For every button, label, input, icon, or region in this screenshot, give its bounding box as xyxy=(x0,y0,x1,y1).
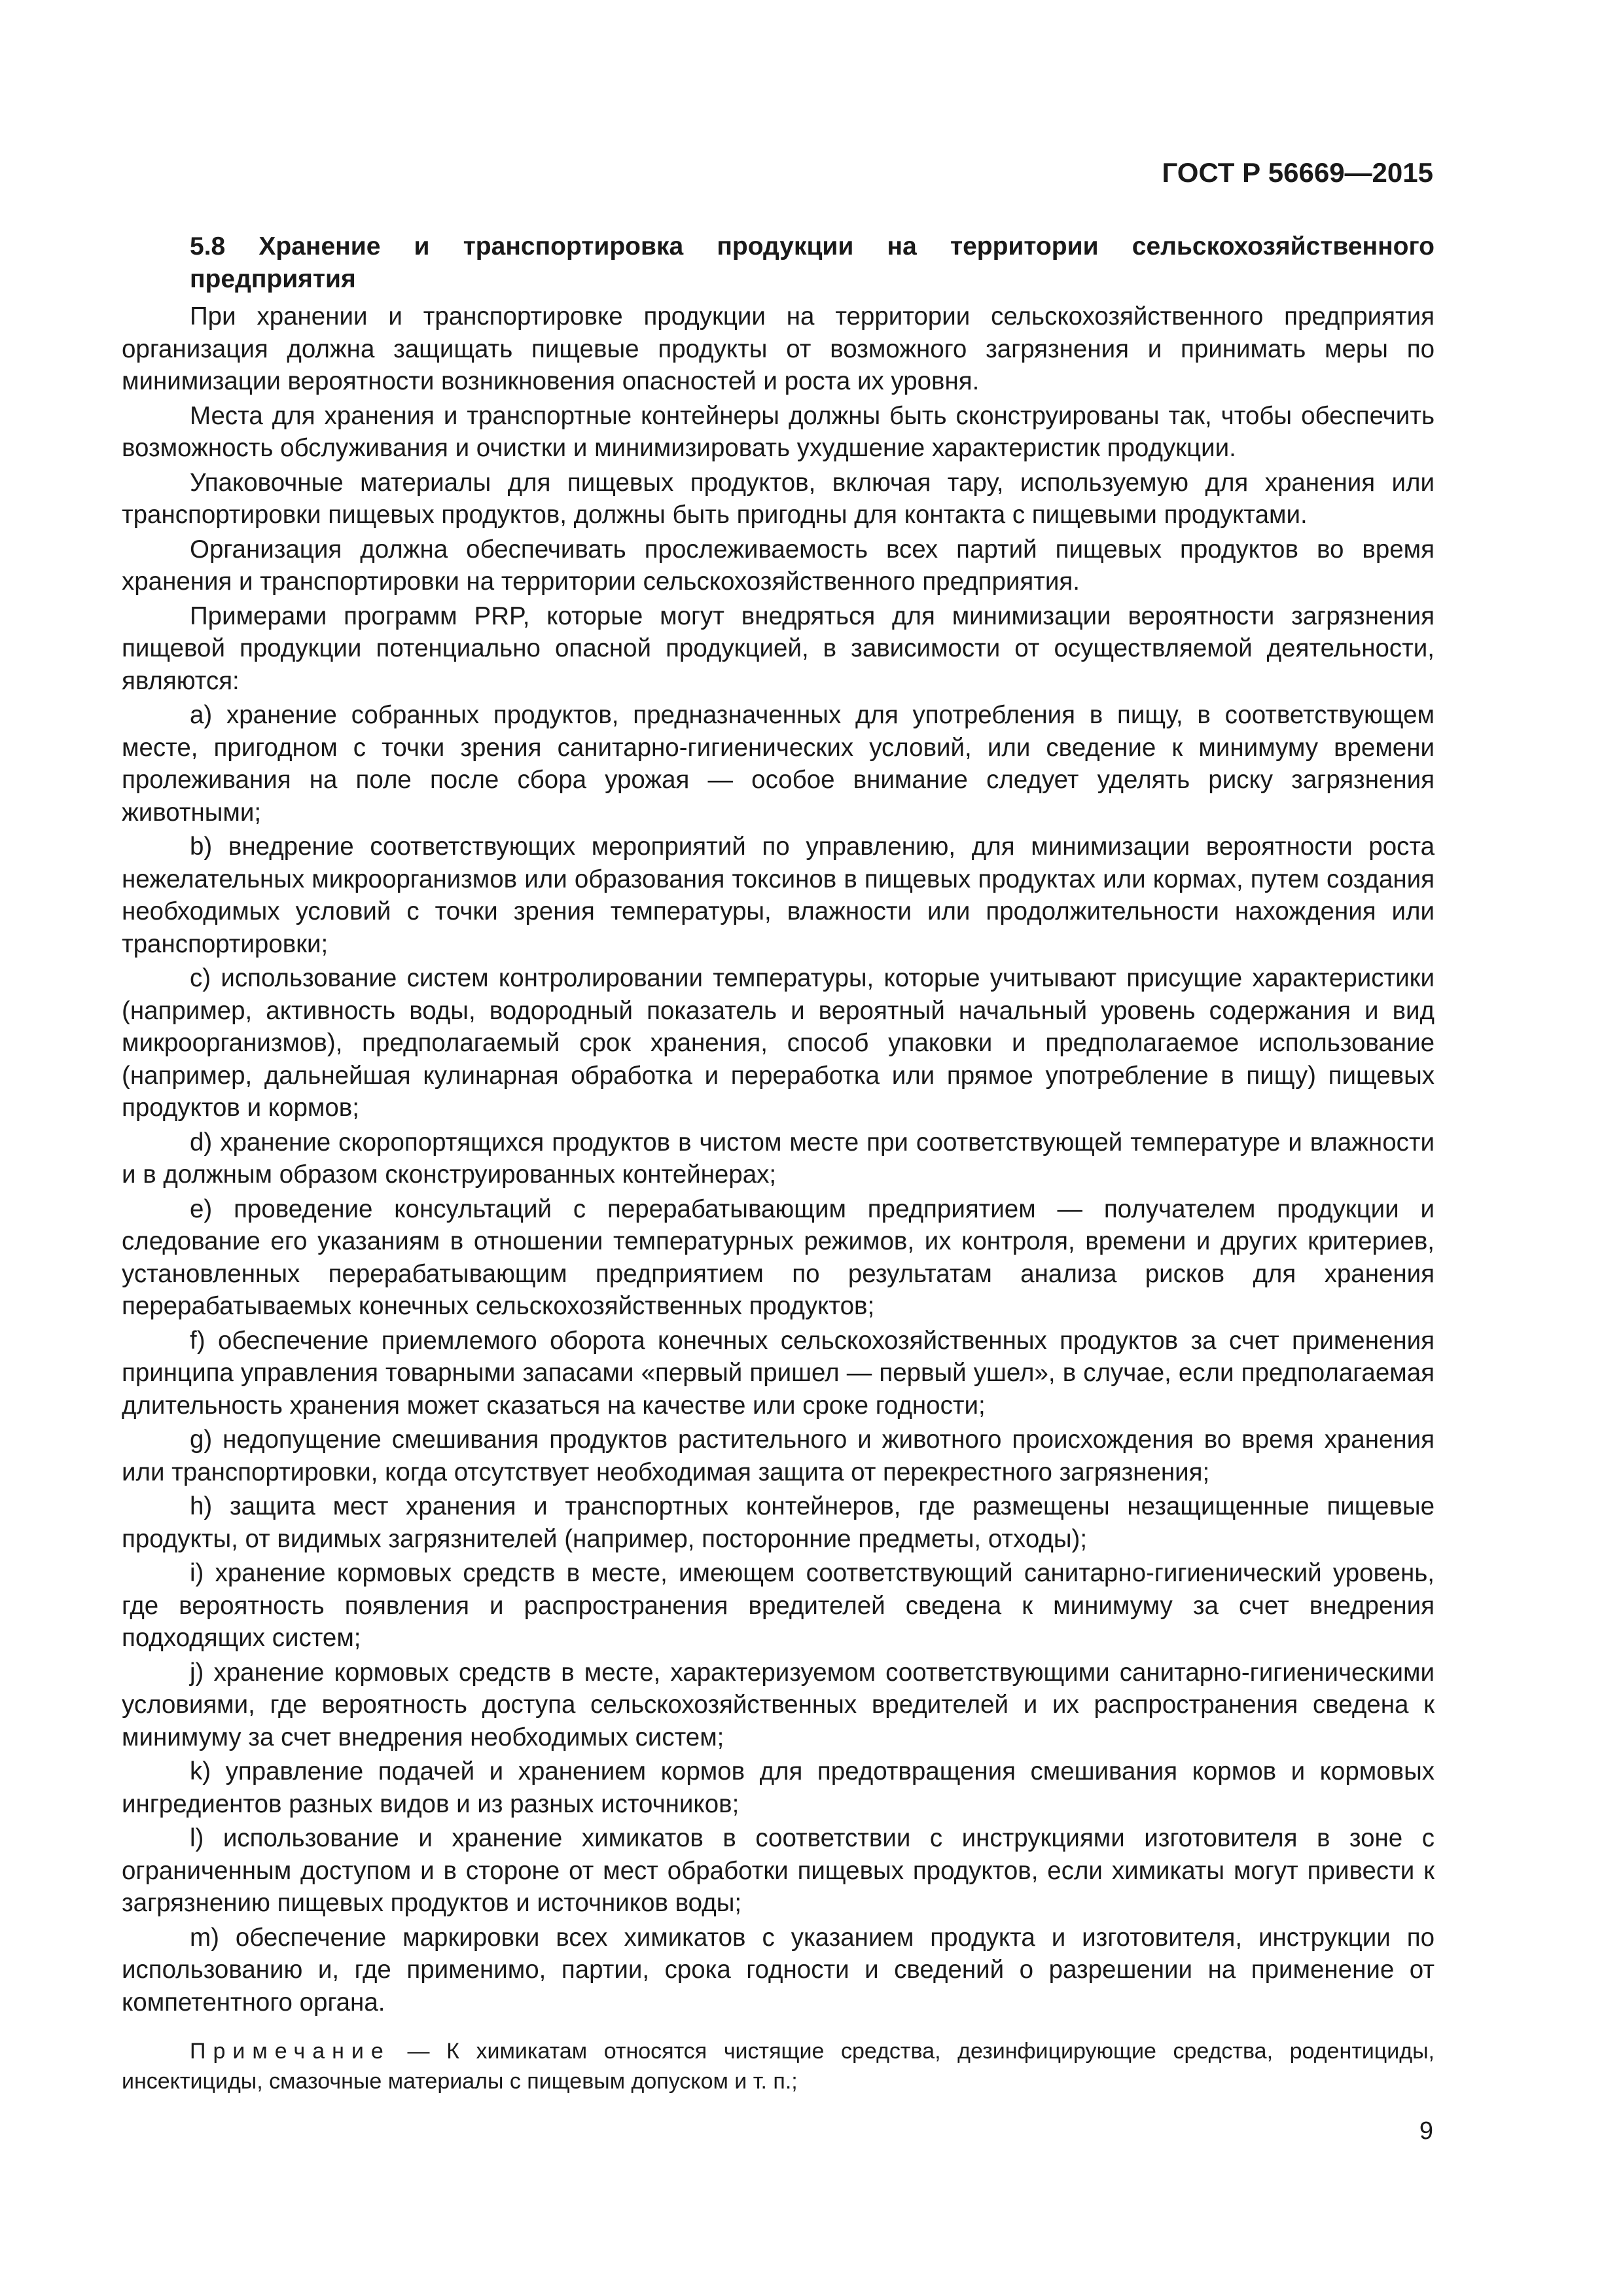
list-item-c: c) использование систем контролировании температуры, которые учитывают присущие характеристики (например, активность воды, водородный показатель и вероятный начальный уровень содержания и вид микроорганизмов), предполагаемый срок хранения, способ упаковки и предполагаемое использование (например, дальнейшая кулинарная обработка и переработка или прямое употребление в пищу) пищевых продуктов и кормов; xyxy=(122,964,1435,1122)
list-item-m: m) обеспечение маркировки всех химикатов с указанием продукта и изготовителя, инструкции по использованию и, где применимо, партии, срока годности и сведений о разрешении на применение от компетентного органа. xyxy=(122,1923,1435,2017)
paragraph: Организация должна обеспечивать прослеживаемость всех партий пищевых продуктов во время хранения и транспортировки на территории сельскохозяйственного предприятия. xyxy=(122,535,1435,596)
document-body xyxy=(122,230,1435,2096)
note xyxy=(122,2036,1435,2096)
section-heading-line1: 5.8 Хранение и транспортировка продукции на территории сельскохозяйственного xyxy=(190,232,1435,260)
list-item-b: b) внедрение соответствующих мероприятий по управлению, для минимизации вероятности роста нежелательных микроорганизмов или образования токсинов в пищевых продуктах или кормах, путем создания необходимых условий с точки зрения температуры, влажности или продолжительности нахождения или транспортировки; xyxy=(122,833,1435,958)
paragraph: Примерами программ PRP, которые могут внедряться для минимизации вероятности загрязнения пищевой продукции потенциально опасной продукцией, в зависимости от осуществляемой деятельности, являются: xyxy=(122,601,1435,695)
list-item-l: l) использование и хранение химикатов в соответствии с инструкциями изготовителя в зоне с ограниченным доступом и в стороне от мест обработки пищевых продуктов, если химикаты могут привести к загрязнению пищевых продуктов и источников воды; xyxy=(122,1824,1435,1917)
list-item-k: k) управление подачей и хранением кормов для предотвращения смешивания кормов и кормовых ингредиентов разных видов и из разных источников; xyxy=(122,1757,1435,1818)
paragraph: Места для хранения и транспортные контейнеры должны быть сконструированы так, чтобы обеспечить возможность обслуживания и очистки и минимизировать ухудшение характеристик продукции. xyxy=(122,401,1435,462)
list-item-g: g) недопущение смешивания продуктов растительного и животного происхождения во время хранения или транспортировки, когда отсутствует необходимая защита от перекрестного загрязнения; xyxy=(122,1426,1435,1486)
list-item-h: h) защита мест хранения и транспортных контейнеров, где размещены незащищенные пищевые продукты, от видимых загрязнителей (например, посторонние предметы, отходы); xyxy=(122,1492,1435,1553)
list-item-j: j) хранение кормовых средств в месте, характеризуемом соответствующими санитарно-гигиеническими условиями, где вероятность доступа сельскохозяйственных вредителей и их распространения сведена к минимуму за счет внедрения необходимых систем; xyxy=(122,1658,1435,1751)
paragraph: При хранении и транспортировке продукции на территории сельскохозяйственного предприятия организация должна защищать пищевые продукты от возможного загрязнения и принимать меры по минимизации вероятности возникновения опасностей и роста их уровня. xyxy=(122,302,1435,395)
list-item-e: e) проведение консультаций с перерабатывающим предприятием — получателем продукции и следование его указаниям в отношении температурных режимов, их контроля, времени и других критериев, установленных перерабатывающим предприятием по результатам анализа рисков для хранения перерабатываемых конечных сельскохозяйственных продуктов; xyxy=(122,1194,1435,1320)
section-heading-line2: предприятия xyxy=(190,264,356,293)
section-heading xyxy=(122,230,1435,295)
list-item-f: f) обеспечение приемлемого оборота конечных сельскохозяйственных продуктов за счет применения принципа управления товарными запасами «первый пришел — первый ушел», в случае, если предполагаемая длительность хранения может сказаться на качестве или сроке годности; xyxy=(122,1326,1435,1420)
note-label: Примечание xyxy=(190,2039,391,2064)
note-text: — К химикатам относятся чистящие средства, дезинфицирующие средства, родентициды, инсектициды, смазочные материалы с пищевым допуском и т. п.; xyxy=(122,2039,1435,2094)
list-item-a: a) хранение собранных продуктов, предназначенных для употребления в пищу, в соответствующем месте, пригодном с точки зрения санитарно-гигиенических условий, или сведение к минимуму времени пролеживания на поле после сбора урожая — особое внимание следует уделять риску загрязнения животными; xyxy=(122,701,1435,827)
list-item-i: i) хранение кормовых средств в месте, имеющем соответствующий санитарно-гигиенический уровень, где вероятность появления и распространения вредителей сведена к минимуму за счет внедрения подходящих систем; xyxy=(122,1559,1435,1652)
document-standard-id: ГОСТ Р 56669—2015 xyxy=(1162,157,1433,188)
list-item-d: d) хранение скоропортящихся продуктов в чистом месте при соответствующей температуре и влажности и в должным образом сконструированных контейнерах; xyxy=(122,1128,1435,1189)
page-number: 9 xyxy=(1419,2117,1433,2145)
paragraph: Упаковочные материалы для пищевых продуктов, включая тару, используемую для хранения или транспортировки пищевых продуктов, должны быть пригодны для контакта с пищевыми продуктами. xyxy=(122,468,1435,529)
